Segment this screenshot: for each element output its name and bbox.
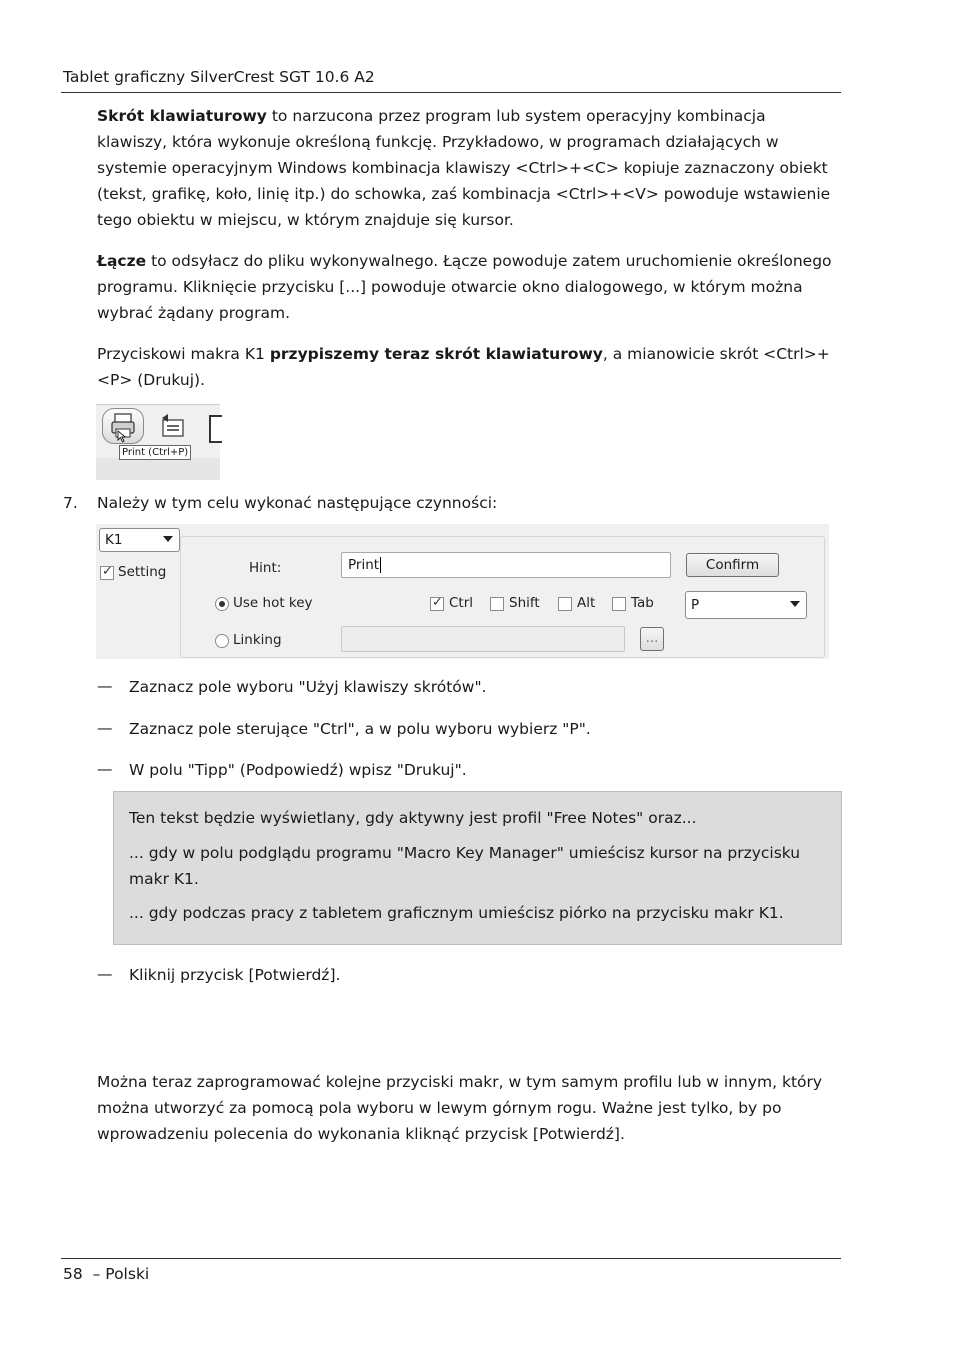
- chevron-down-icon: [790, 601, 800, 607]
- profile-select[interactable]: [99, 528, 180, 552]
- tab-label: Tab: [631, 595, 654, 611]
- note-box: [113, 791, 842, 945]
- footer-language: Polski: [105, 1265, 150, 1283]
- page-number: 58: [63, 1265, 83, 1283]
- text-cursor: [380, 557, 381, 573]
- paragraph-link: [97, 248, 837, 326]
- note-line: Ten tekst będzie wyświetlany, gdy aktywny jest profil "Free Notes" oraz...: [129, 809, 697, 827]
- paragraph-shortcut: [97, 103, 837, 233]
- note-line: ... gdy podczas pracy z tabletem graficznym umieścisz piórko na przycisku makr K1.: [129, 904, 784, 922]
- assign-post: , a mianowicie skrót <Ctrl>+<P> (Drukuj).: [97, 345, 830, 389]
- undo-button[interactable]: [158, 412, 188, 440]
- hint-label: Hint:: [249, 560, 282, 576]
- assign-bold: przypiszemy teraz skrót klawiaturowy: [269, 345, 603, 363]
- term-link: Łącze: [97, 252, 147, 270]
- bullet-item: W polu "Tipp" (Podpowiedź) wpisz "Drukuj".: [129, 761, 467, 779]
- bullet-item: Zaznacz pole wyboru "Użyj klawiszy skrótów".: [129, 678, 487, 696]
- print-button[interactable]: [102, 408, 144, 444]
- footer-separator: –: [92, 1265, 101, 1283]
- page-footer: [63, 1265, 149, 1283]
- undo-icon: [158, 412, 188, 440]
- ctrl-label: Ctrl: [449, 595, 474, 611]
- step-number: 7.: [63, 494, 78, 512]
- linking-path-input[interactable]: [341, 626, 625, 652]
- setting-label: Setting: [118, 564, 167, 580]
- hint-input-value: Print: [348, 557, 380, 573]
- toolbar-screenshot: [96, 404, 220, 480]
- alt-label: Alt: [577, 595, 596, 611]
- bullet-mark: —: [97, 677, 113, 695]
- running-header: Tablet graficzny SilverCrest SGT 10.6 A2: [63, 68, 375, 86]
- macro-settings-panel: [96, 524, 829, 659]
- linking-radio[interactable]: [215, 634, 229, 648]
- profile-select-value: K1: [105, 532, 123, 548]
- bullet-mark: —: [97, 760, 113, 778]
- browse-button[interactable]: ...: [640, 627, 664, 651]
- chevron-down-icon: [163, 536, 173, 542]
- shift-label: Shift: [509, 595, 540, 611]
- bullet-item: Zaznacz pole sterujące "Ctrl", a w polu wyboru wybierz "P".: [129, 720, 591, 738]
- shift-checkbox[interactable]: [490, 597, 504, 611]
- term-shortcut: Skrót klawiaturowy: [97, 107, 267, 125]
- hint-input[interactable]: [341, 552, 671, 578]
- setting-checkbox[interactable]: [100, 566, 114, 580]
- use-hot-key-label: Use hot key: [233, 595, 313, 611]
- print-tooltip: Print (Ctrl+P): [119, 445, 191, 460]
- confirm-button[interactable]: Confirm: [686, 553, 779, 577]
- paragraph-assign: [97, 341, 837, 393]
- printer-icon: [103, 409, 143, 443]
- toolbar-strip: [96, 458, 220, 480]
- bullet-mark: —: [97, 719, 113, 737]
- closing-paragraph: Można teraz zaprogramować kolejne przyciski makr, w tym samym profilu lub w innym, który można utworzyć za pomocą pola wyboru w lewym górnym rogu. Ważne jest tylko, by po wprowadzeniu polecenia do wykonania kliknąć przycisk [Potwierdź].: [97, 1073, 823, 1143]
- key-select-value: P: [691, 597, 700, 613]
- assign-pre: Przyciskowi makra K1: [97, 345, 270, 363]
- header-rule: [61, 92, 841, 93]
- key-select[interactable]: [685, 591, 807, 619]
- ctrl-checkbox[interactable]: [430, 597, 444, 611]
- step-text: Należy w tym celu wykonać następujące czynności:: [97, 494, 498, 512]
- shortcut-definition: to narzucona przez program lub system operacyjny kombinacja klawiszy, która wykonuje określoną funkcję. Przykładowo, w programach działających w systemie operacyjnym Windows kombinacja klawiszy <Ctrl>+<C> kopiuje zaznaczony obiekt (tekst, grafikę, koło, linię itp.) do schowka, zaś kombinacja <Ctrl>+<V> powoduje wstawienie tego obiektu w miejscu, w którym znajduje się kursor.: [97, 107, 831, 229]
- use-hot-key-radio[interactable]: [215, 597, 229, 611]
- tab-checkbox[interactable]: [612, 597, 626, 611]
- linking-label: Linking: [233, 632, 282, 648]
- note-line: ... gdy w polu podglądu programu "Macro Key Manager" umieścisz kursor na przycisku makr K1.: [129, 844, 801, 888]
- toolbar-button-partial[interactable]: [209, 415, 222, 443]
- bullet-mark: —: [97, 965, 113, 983]
- link-definition: to odsyłacz do pliku wykonywalnego. Łącze powoduje zatem uruchomienie określonego programu. Kliknięcie przycisku [...] powoduje otwarcie okno dialogowego, w którym można wybrać żądany program.: [97, 252, 832, 322]
- alt-checkbox[interactable]: [558, 597, 572, 611]
- footer-rule: [61, 1258, 841, 1259]
- bullet-item: Kliknij przycisk [Potwierdź].: [129, 966, 341, 984]
